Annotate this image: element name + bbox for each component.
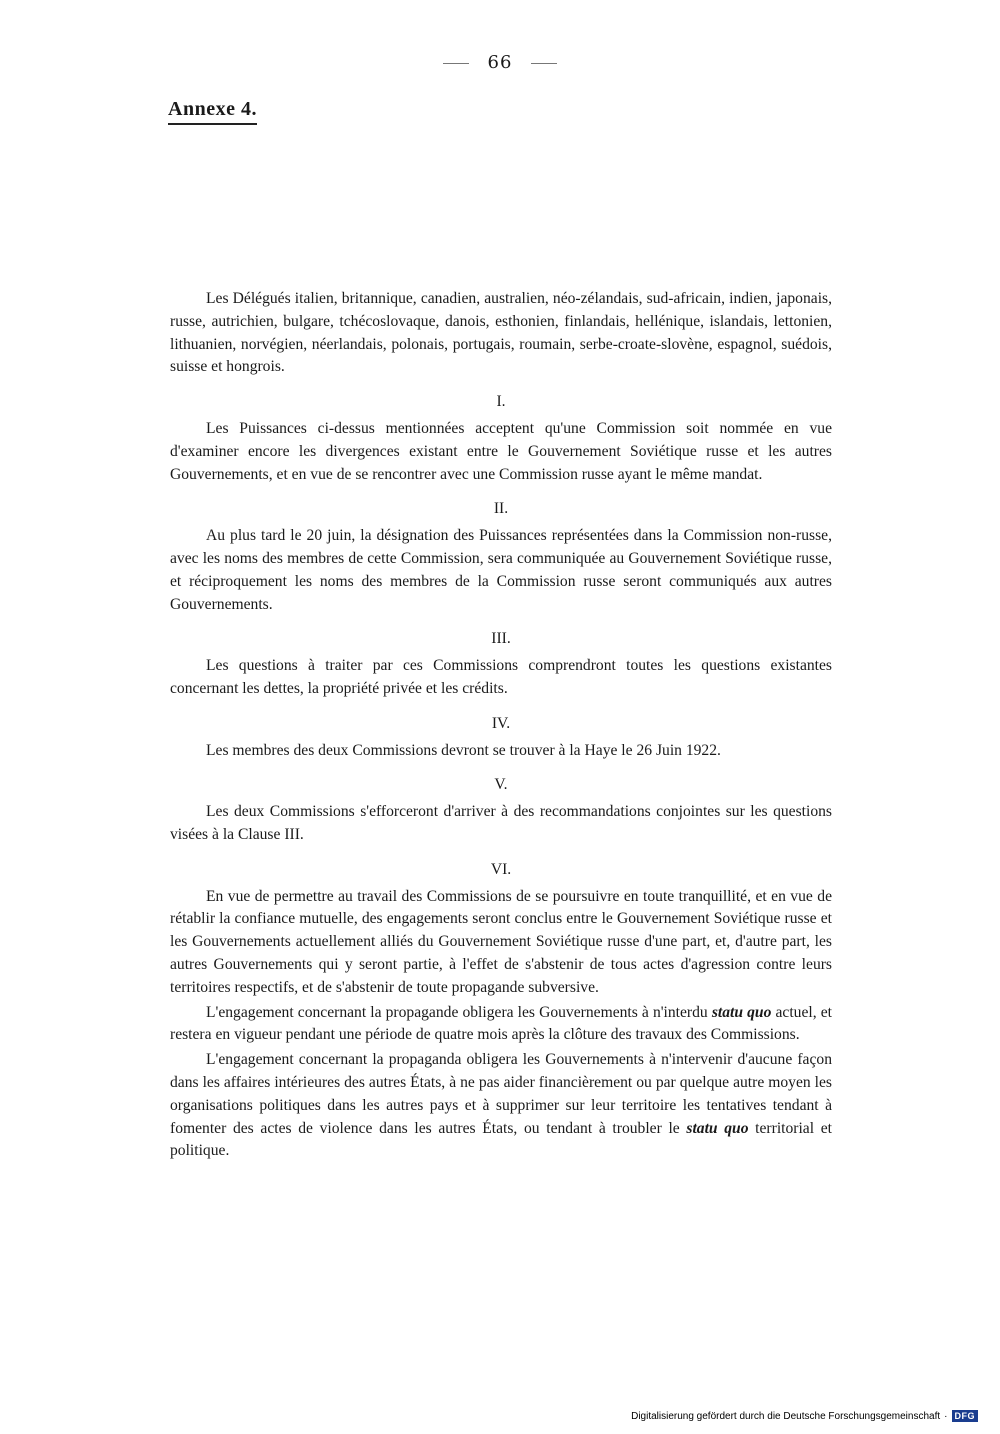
page-number (0, 52, 1000, 73)
text-run: territorial et politique. (170, 1119, 832, 1160)
section-vi-paragraph-3 (170, 1049, 832, 1163)
italic-text: statu quo (686, 1119, 749, 1137)
italic-text: statu quo (711, 1003, 772, 1021)
text-run: L'engagement concernant la propagande obligera les Gouvernements à n'interdu (206, 1003, 712, 1021)
left-dash (443, 63, 469, 64)
document-body (170, 288, 832, 1163)
section-paragraph: Les Puissances ci-dessus mentionnées acceptent qu'une Commission soit nommée en vue d'examiner encore les divergences existant entre le Gouvernement Soviétique russe et les autres Gouvernements, et en vue de se rencontrer avec une Commission russe ayant le même mandat. (170, 419, 832, 483)
section-paragraph: En vue de permettre au travail des Commissions de se poursuivre en toute tranquillité, et en vue de rétablir la confiance mutuelle, des engagements seront conclus entre le Gouvernement Soviétique russe et les Gouvernements actuellement alliés du Gouvernement Soviétique russe d'une part, et, d'autre part, les autres Gouvernements qui y seront partie, à l'effet de s'abstenir de tous actes d'agression contre leurs territoires respectifs, et de s'abstenir de toute propagande subversive. (170, 887, 832, 996)
dfg-logo: DFG (952, 1410, 979, 1422)
section-number: V. (494, 776, 508, 794)
section-paragraph: Les questions à traiter par ces Commissions comprendront toutes les questions existantes concernant les dettes, la propriété privée et les crédits. (170, 657, 832, 697)
section-paragraph: Au plus tard le 20 juin, la désignation des Puissances représentées dans la Commission non-russe, avec les noms des membres de cette Commission, sera communiquée au Gouvernement Soviétique russe, et réciproquement les noms des membres de la Commission russe seront communiqués aux autres Gouvernements. (170, 527, 832, 613)
footer-bullet: · (944, 1410, 948, 1422)
section-number: VI. (490, 860, 512, 878)
section-paragraph: Les deux Commissions s'efforceront d'arriver à des recommandations conjointes sur les questions visées à la Clause III. (170, 803, 832, 843)
section-number: III. (491, 630, 511, 648)
intro-paragraph: Les Délégués italien, britannique, canadien, australien, néo-zélandais, sud-africain, indien, japonais, russe, autrichien, bulgare, tchécoslovaque, danois, esthonien, finlandais, hellénique, islandais, lettonien, lithuanien, norvégien, néerlandais, polonais, portugais, roumain, serbe-croate-slovène, espagnol, suédois, suisse et hongrois. (170, 290, 832, 376)
annex-title: Annexe 4. (168, 98, 257, 125)
section-number: II. (493, 500, 509, 518)
footer-text: Digitalisierung gefördert durch die Deutsche Forschungsgemeinschaft (631, 1410, 941, 1422)
section-paragraph: Les membres des deux Commissions devront se trouver à la Haye le 26 Juin 1922. (206, 741, 721, 759)
section-number: IV. (491, 714, 511, 732)
text-run: actuel, et restera en vigueur pendant une période de quatre mois après la clôture des travaux des Commissions. (170, 1003, 832, 1044)
page-number-text: 66 (487, 52, 513, 73)
section-vi-paragraph-2 (170, 1002, 832, 1048)
digitization-footer (631, 1410, 978, 1422)
text-run: L'engagement concernant la propaganda obligera les Gouvernements à n'intervenir d'aucune façon dans les affaires intérieures des autres États, à ne pas aider financièrement ou par quelque autre moyen les organisations politiques dans les autres pays et à supprimer sur leur territoire les tentatives tendant à fomenter des actes de violence dans les autres États, ou tendant à troubler le (170, 1051, 832, 1137)
section-number: I. (496, 393, 506, 411)
right-dash (531, 63, 557, 64)
